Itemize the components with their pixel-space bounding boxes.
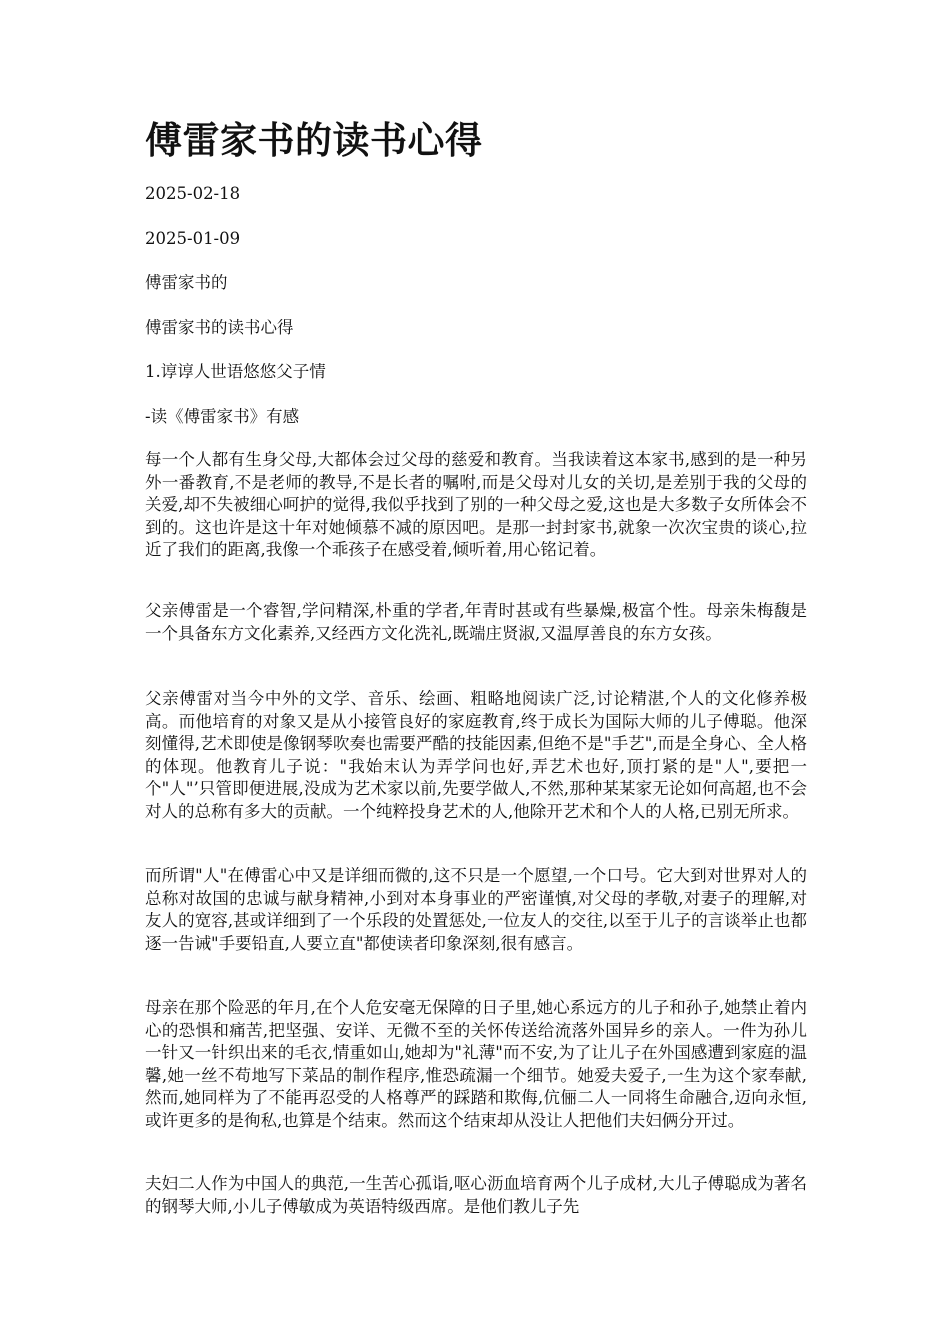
publish-date: 2025-02-18 xyxy=(145,184,241,203)
paragraph-1: 每一个人都有生身父母,大都体会过父母的慈爱和教育。当我读着这本家书,感到的是一种另外一番教育,不是老师的教导,不是长者的嘱咐,而是父母对儿女的关切,是差别于我的父母的关爱,却不失被细心呵护的觉得,我似乎找到了别的一种父母之爱,这也是大多数子女所体会不到的。这也许是这十年对她倾慕不减的原因吧。是那一封封家书,就象一次次宝贵的谈心,拉近了我们的距离,我像一个乖孩子在感受着,倾听着,用心铭记着。 xyxy=(145,450,807,559)
heading-short: 傅雷家书的 xyxy=(145,273,228,292)
heading-full: 傅雷家书的读书心得 xyxy=(145,318,294,337)
paragraph-3: 父亲傅雷对当今中外的文学、音乐、绘画、粗略地阅读广泛,讨论精湛,个人的文化修养极高。而他培育的对象又是从小接管良好的家庭教育,终于成长为国际大师的儿子傅聪。他深刻懂得,艺术即使是像钢琴吹奏也需要严酷的技能因素,但绝不是"手艺",而是全身心、全人格的体现。他教育儿子说："我始末认为弄学问也好,弄艺术也好,顶打紧的是"人",要把一个"人"’只管即便进展,没成为艺术家以前,先要学做人,不然,那种某某家无论如何高超,也不会对人的总称有多大的贡献。一个纯粹投身艺术的人,他除开艺术和个人的人格,已别无所求。 xyxy=(145,689,807,821)
section-subtitle: -读《傅雷家书》有感 xyxy=(145,407,300,426)
document-title: 傅雷家书的读书心得 xyxy=(145,119,483,162)
paragraph-6: 夫妇二人作为中国人的典范,一生苦心孤诣,呕心沥血培育两个儿子成材,大儿子傅聪成为著名的钢琴大师,小儿子傅敏成为英语特级西席。是他们教儿子先 xyxy=(145,1174,807,1216)
paragraph-4: 而所谓"人"在傅雷心中又是详细而微的,这不只是一个愿望,一个口号。它大到对世界对人的总称对故国的忠诚与献身精神,小到对本身事业的严密谨慎,对父母的孝敬,对妻子的理解,对友人的宽容,甚或详细到了一个乐段的处置惩处,一位友人的交往,以至于儿子的言谈举止也都逐一告诫"手要铅直,人要立直"都使读者印象深刻,很有感言。 xyxy=(145,866,807,953)
paragraph-5: 母亲在那个险恶的年月,在个人危安毫无保障的日子里,她心系远方的儿子和孙子,她禁止着内心的恐惧和痛苦,把坚强、安详、无微不至的关怀传送给流落外国异乡的亲人。一件为孙儿一针又一针织出来的毛衣,情重如山,她却为"礼薄"而不安,为了让儿子在外国感遭到家庭的温馨,她一丝不苟地写下菜品的制作程序,惟恐疏漏一个细节。她爱夫爱子,一生为这个家奉献,然而,她同样为了不能再忍受的人格尊严的踩踏和欺侮,伉俪二人一同将生命融合,迈向永恒,或许更多的是徇私,也算是个结束。然而这个结束却从没让人把他们夫妇俩分开过。 xyxy=(145,998,807,1130)
section-title: 1.谆谆人世语悠悠父子情 xyxy=(145,362,326,381)
paragraph-2: 父亲傅雷是一个睿智,学问精深,朴重的学者,年青时甚或有些暴燥,极富个性。母亲朱梅馥是一个具备东方文化素养,又经西方文化洗礼,既端庄贤淑,又温厚善良的东方女孩。 xyxy=(145,601,807,643)
source-date: 2025-01-09 xyxy=(145,229,241,248)
